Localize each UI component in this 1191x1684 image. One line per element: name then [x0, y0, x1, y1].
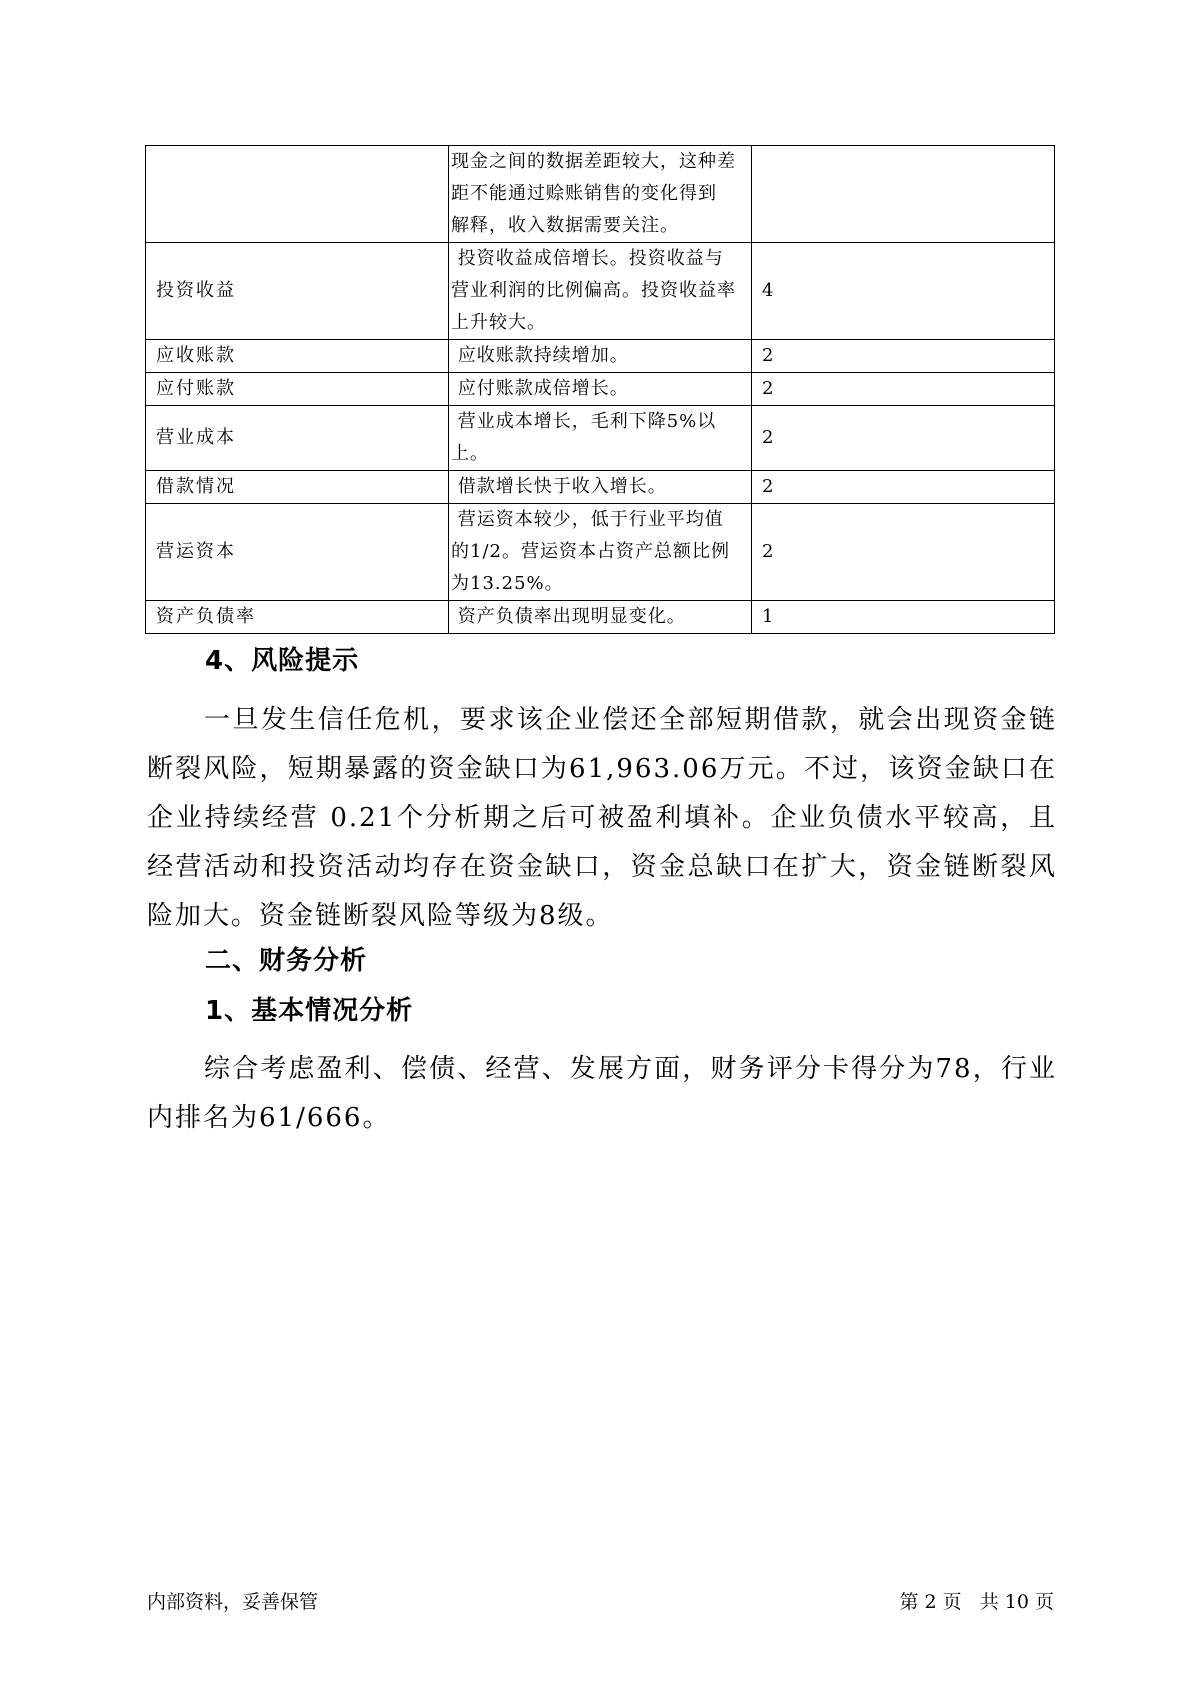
table-row [146, 243, 1055, 340]
indicator-description: 应付账款成倍增长。 [449, 373, 752, 406]
basic-analysis-paragraph: 综合考虑盈利、偿债、经营、发展方面，财务评分卡得分为78，行业内排名为61/666。 [147, 1054, 1057, 1133]
table-row [146, 146, 1055, 243]
indicator-score: 2 [752, 406, 1055, 471]
indicator-score [752, 146, 1055, 243]
indicator-name: 资产负债率 [146, 601, 449, 634]
indicator-score: 2 [752, 373, 1055, 406]
indicator-description: 资产负债率出现明显变化。 [449, 601, 752, 634]
table-row [146, 373, 1055, 406]
indicator-description: 现金之间的数据差距较大，这种差 距不能通过赊账销售的变化得到 解释，收入数据需要关注。 [449, 146, 752, 243]
confidential-note: 内部资料，妥善保管 [147, 1591, 319, 1613]
indicator-description: 营业成本增长，毛利下降5%以上。 [449, 406, 752, 471]
indicator-description: 应收账款持续增加。 [449, 340, 752, 373]
indicator-score: 2 [752, 471, 1055, 504]
page-number: 第 2 页 共 10 页 [899, 1591, 1054, 1613]
indicator-name [146, 146, 449, 243]
indicator-name: 营运资本 [146, 504, 449, 601]
indicator-name: 应收账款 [146, 340, 449, 373]
indicator-description: 营运资本较少，低于行业平均值 的1/2。营运资本占资产总额比例 为13.25%。 [449, 504, 752, 601]
table-row [146, 601, 1055, 634]
indicator-description: 投资收益成倍增长。投资收益与 营业利润的比例偏高。投资收益率 上升较大。 [449, 243, 752, 340]
risk-warning-paragraph: 一旦发生信任危机，要求该企业偿还全部短期借款，就会出现资金链断裂风险，短期暴露的资金缺口为61,963.06万元。不过，该资金缺口在企业持续经营 0.21个分析期之后可被盈利填补。企业负债水平较高，且经营活动和投资活动均存在资金缺口，资金总缺口在扩大，资金链断裂风险加大。资金链断裂风险等级为8级。 [147, 705, 1057, 931]
indicator-score: 2 [752, 504, 1055, 601]
table-row [146, 504, 1055, 601]
indicator-score: 1 [752, 601, 1055, 634]
financial-analysis-heading: 二、财务分析 [205, 946, 368, 976]
indicator-score: 4 [752, 243, 1055, 340]
indicator-name: 营业成本 [146, 406, 449, 471]
indicator-score: 2 [752, 340, 1055, 373]
table-row [146, 471, 1055, 504]
table-row [146, 340, 1055, 373]
indicator-name: 投资收益 [146, 243, 449, 340]
basic-analysis-heading: 1、基本情况分析 [205, 996, 414, 1026]
table-row [146, 406, 1055, 471]
indicator-name: 借款情况 [146, 471, 449, 504]
risk-indicator-table [145, 145, 1055, 634]
risk-warning-heading: 4、风险提示 [205, 646, 360, 676]
indicator-name: 应付账款 [146, 373, 449, 406]
indicator-description: 借款增长快于收入增长。 [449, 471, 752, 504]
